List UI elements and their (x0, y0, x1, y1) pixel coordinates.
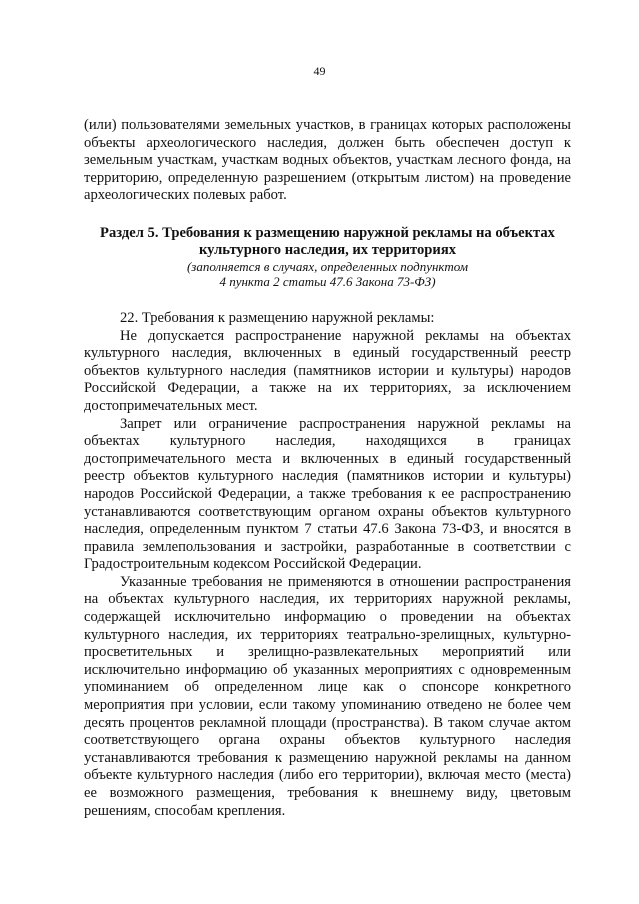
item-22-paragraph-2: Запрет или ограничение распространения наружной рекламы на объектах культурного наследия, находящихся в границах достопримечательного места и включенных в единый государственный реестр объектов культурного наследия (памятников истории и культуры) народов Российской Федерации, а также требования к ее распространению устанавливаются соответствующим органом охраны объектов культурного наследия, определенным пунктом 7 статьи 47.6 Закона 73-ФЗ, и вносятся в правила землепользования и застройки, разработанные в соответствии с Градостроительным кодексом Российской Федерации. (84, 415, 571, 573)
section-note-line-2: 4 пункта 2 статьи 47.6 Закона 73-ФЗ) (219, 274, 436, 290)
item-22-paragraph-1: Не допускается распространение наружной рекламы на объектах культурного наследия, включенных в единый государственный реестр объектов культурного наследия (памятников истории и культуры) народов Российской Федерации, а также на их территориях, за исключением достопримечательных мест. (84, 327, 571, 414)
document-body (84, 117, 571, 820)
section-title-line-2: культурного наследия, их территориях (198, 241, 457, 258)
item-22-heading: 22. Требования к размещению наружной рекламы: (120, 309, 435, 326)
section-note-line-1: (заполняется в случаях, определенных подпунктом (186, 258, 469, 274)
intro-paragraph: (или) пользователями земельных участков, в границах которых расположены объекты археологического наследия, должен быть обеспечен доступ к земельным участкам, участкам водных объектов, участкам лесного фонда, на территорию, определенную разрешением (открытым листом) на проведение археологических полевых работ. (84, 117, 571, 204)
item-22-paragraph-3: Указанные требования не применяются в отношении распространения на объектах культурного наследия, их территориях наружной рекламы, содержащей исключительно информацию о проведении на объектах культурного наследия, их территориях театрально-зрелищных, культурно-просветительных и зрелищно-развлекательных мероприятий или исключительно информацию об указанных мероприятиях с одновременным упоминанием об определенном лице как о спонсоре конкретного мероприятия при условии, если такому упоминанию отведено не более чем десять процентов рекламной площади (пространства). В таком случае актом соответствующего органа охраны объектов культурного наследия устанавливаются требования к размещению наружной рекламы на данном объекте культурного наследия (либо его территории), включая место (места) ее возможного размещения, требования к внешнему виду, цветовым решениям, способам крепления. (84, 573, 571, 819)
section-title-line-1: Раздел 5. Требования к размещению наружной рекламы на объектах (100, 224, 555, 241)
page-number: 49 (313, 64, 326, 78)
